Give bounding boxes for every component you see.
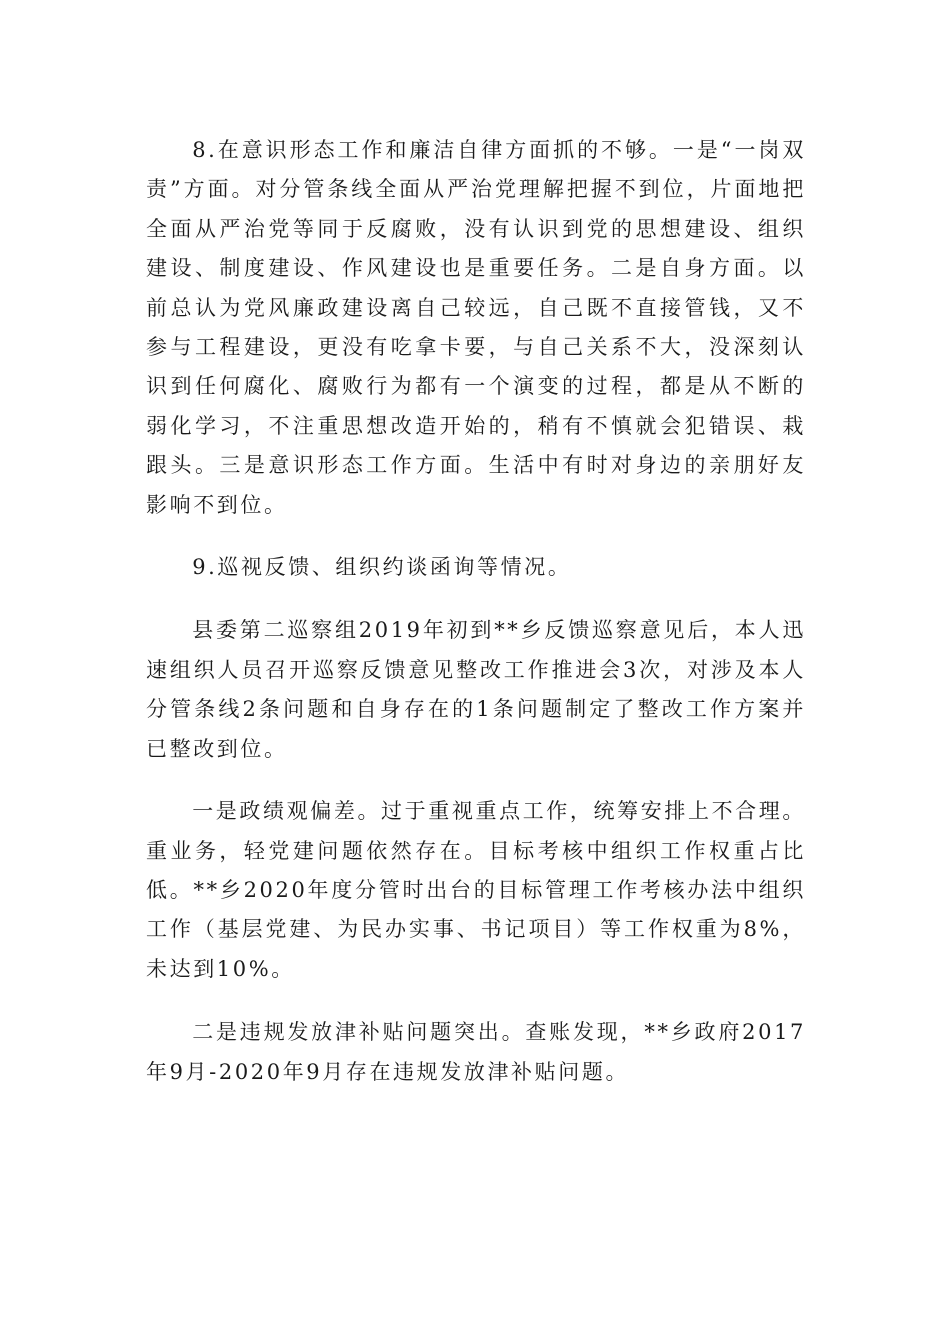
- paragraph-issue-two: 二是违规发放津补贴问题突出。查账发现，**乡政府2017年9月-2020年9月存在违规发放津补贴问题。: [146, 1020, 806, 1084]
- paragraph-section-8: 8.在意识形态工作和廉洁自律方面抓的不够。一是“一岗双责”方面。对分管条线全面从严治党理解把握不到位，片面地把全面从严治党等同于反腐败，没有认识到党的思想建设、组织建设、制度建设、作风建设也是重要任务。二是自身方面。以前总认为党风廉政建设离自己较远，自己既不直接管钱，又不参与工程建设，更没有吃拿卡要，与自己关系不大，没深刻认识到任何腐化、腐败行为都有一个演变的过程，都是从不断的弱化学习，不注重思想改造开始的，稍有不慎就会犯错误、栽跟头。三是意识形态工作方面。生活中有时对身边的亲朋好友影响不到位。: [146, 138, 806, 517]
- paragraph-section-9-heading: 9.巡视反馈、组织约谈函询等情况。: [192, 555, 572, 580]
- paragraph-issue-one: 一是政绩观偏差。过于重视重点工作，统筹安排上不合理。重业务，轻党建问题依然存在。目标考核中组织工作权重占比低。**乡2020年度分管时出台的目标管理工作考核办法中组织工作（基层党建、为民办实事、书记项目）等工作权重为8%，未达到10%。: [146, 799, 806, 981]
- paragraph-inspection-feedback: 县委第二巡察组2019年初到**乡反馈巡察意见后，本人迅速组织人员召开巡察反馈意见整改工作推进会3次，对涉及本人分管条线2条问题和自身存在的1条问题制定了整改工作方案并已整改到位。: [146, 618, 806, 761]
- document-page: [146, 131, 806, 1092]
